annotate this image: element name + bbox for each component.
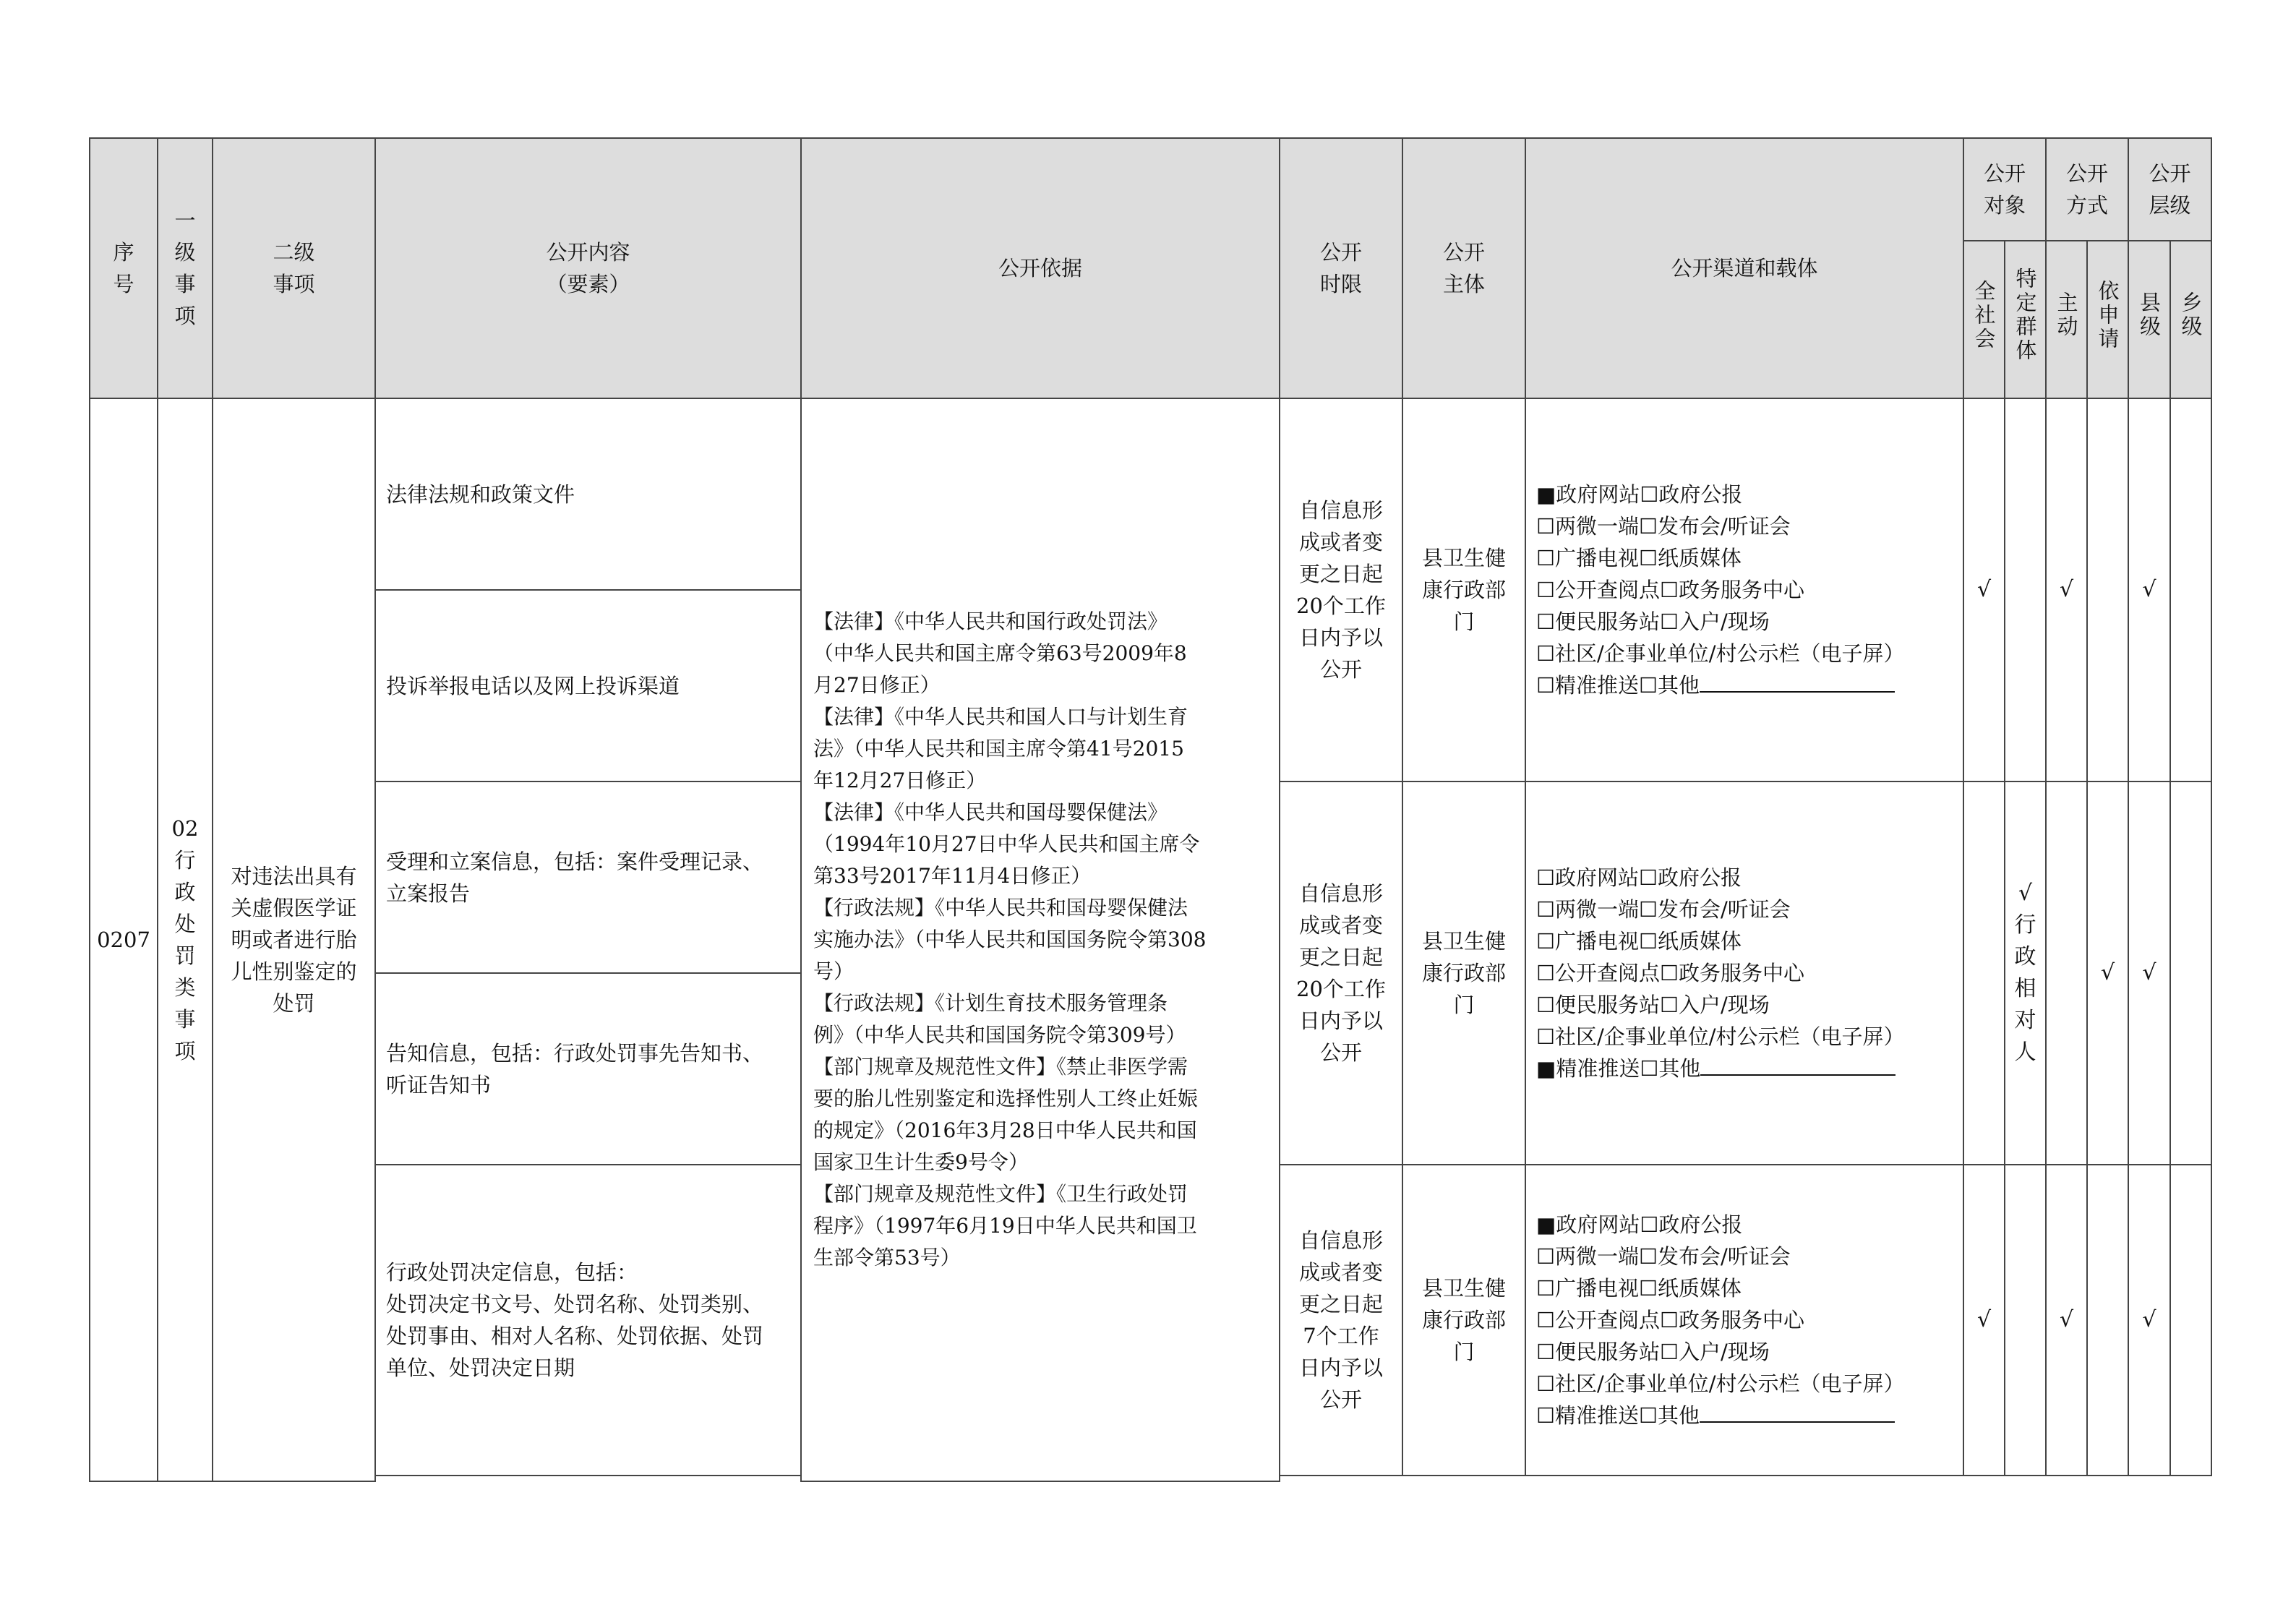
basis-law-population: 【法律】《中华人民共和国人口与计划生育 法》（中华人民共和国主席令第41号2015 年12月27日修正） <box>813 705 1188 792</box>
check-township <box>2170 781 2211 1165</box>
header-basis: 公开依据 <box>801 138 1280 398</box>
channel-option: ☐广播电视☐纸质媒体 <box>1536 1276 1742 1301</box>
check-specific-group <box>2005 1165 2046 1476</box>
channel-option: ☐公开查阅点☐政务服务中心 <box>1536 961 1804 985</box>
time-limit: 自信息形 成或者变 更之日起 7个工作 日内予以 公开 <box>1280 1165 1402 1476</box>
channel-option: ☐两微一端☐发布会/听证会 <box>1536 514 1791 539</box>
header-level-group: 公开 层级 <box>2128 138 2211 241</box>
channel-option: ■政府网站☐政府公报 <box>1536 482 1743 507</box>
check-active: √ <box>2046 1165 2087 1476</box>
header-on-request: 依申请 <box>2087 241 2128 398</box>
header-specific-group: 特定群体 <box>2005 241 2046 398</box>
check-county: √ <box>2128 1165 2170 1476</box>
header-township: 乡级 <box>2170 241 2211 398</box>
channel-option-with-blank: ☐精准推送☐其他 <box>1536 669 1958 701</box>
channel-option: ☐公开查阅点☐政务服务中心 <box>1536 1308 1804 1332</box>
subject: 县卫生健 康行政部 门 <box>1402 1165 1525 1476</box>
basis-reg-maternal-impl: 【行政法规】《中华人民共和国母婴保健法 实施办法》（中华人民共和国国务院令第308 号） <box>813 896 1207 983</box>
channel-option: ☐社区/企事业单位/村公示栏（电子屏） <box>1536 1371 1905 1396</box>
subject: 县卫生健 康行政部 门 <box>1402 781 1525 1165</box>
row-level1: 02 行 政 处 罚 类 事 项 <box>158 398 213 1481</box>
row-level2: 对违法出具有 关虚假医学证 明或者进行胎 儿性别鉴定的 处罚 <box>213 398 375 1481</box>
check-specific-group: √ 行 政 相 对 人 <box>2005 781 2046 1165</box>
channel-list <box>1525 398 1963 781</box>
disclosure-table <box>89 137 2212 1482</box>
header-all-society: 全社会 <box>1963 241 2005 398</box>
check-on-request: √ <box>2087 781 2128 1165</box>
blank-line <box>1700 669 1895 693</box>
header-level1: 一 级 事 项 <box>158 138 213 398</box>
content-item: 受理和立案信息，包括：案件受理记录、 立案报告 <box>375 781 801 973</box>
check-all-society: √ <box>1963 1165 2005 1476</box>
row-seq: 0207 <box>90 398 158 1481</box>
header-method-group: 公开 方式 <box>2046 138 2128 241</box>
basis-cell <box>801 398 1280 1481</box>
channel-list <box>1525 781 1963 1165</box>
channel-option-with-blank: ■精准推送☐其他 <box>1536 1053 1958 1084</box>
header-content: 公开内容 （要素） <box>375 138 801 398</box>
basis-law-maternal: 【法律】《中华人民共和国母婴保健法》 （1994年10月27日中华人民共和国主席令 第33号2017年11月4日修正） <box>813 800 1200 888</box>
time-limit: 自信息形 成或者变 更之日起 20个工作 日内予以 公开 <box>1280 781 1402 1165</box>
content-item: 行政处罚决定信息，包括： 处罚决定书文号、处罚名称、处罚类别、 处罚事由、相对人名称、处罚依据、处罚 单位、处罚决定日期 <box>375 1165 801 1476</box>
channel-list <box>1525 1165 1963 1476</box>
channel-option: ☐广播电视☐纸质媒体 <box>1536 546 1742 570</box>
header-county: 县级 <box>2128 241 2170 398</box>
channel-option-with-blank: ☐精准推送☐其他 <box>1536 1400 1958 1431</box>
basis-law-admin-penalty: 【法律】《中华人民共和国行政处罚法》 （中华人民共和国主席令第63号2009年8 月27日修正） <box>813 609 1187 697</box>
subject: 县卫生健 康行政部 门 <box>1402 398 1525 781</box>
channel-option: ☐便民服务站☐入户/现场 <box>1536 993 1770 1017</box>
basis-rule-procedure: 【部门规章及规范性文件】《卫生行政处罚 程序》（1997年6月19日中华人民共和国卫 生部令第53号） <box>813 1182 1197 1269</box>
header-channel: 公开渠道和载体 <box>1525 138 1963 398</box>
channel-option: ☐社区/企事业单位/村公示栏（电子屏） <box>1536 1024 1905 1049</box>
channel-option: ☐社区/企事业单位/村公示栏（电子屏） <box>1536 641 1905 666</box>
check-active: √ <box>2046 398 2087 781</box>
channel-option: ☐两微一端☐发布会/听证会 <box>1536 897 1791 922</box>
channel-option: ■政府网站☐政府公报 <box>1536 1212 1743 1237</box>
content-item: 法律法规和政策文件 <box>375 398 801 590</box>
check-township <box>2170 398 2211 781</box>
blank-line <box>1700 1053 1896 1076</box>
blank-line <box>1700 1400 1895 1423</box>
header-subject: 公开 主体 <box>1402 138 1525 398</box>
check-all-society: √ <box>1963 398 2005 781</box>
basis-rule-sex-identification: 【部门规章及规范性文件】《禁止非医学需 要的胎儿性别鉴定和选择性别人工终止妊娠 的规定》（2016年3月28日中华人民共和国 国家卫生计生委9号令） <box>813 1055 1199 1174</box>
channel-option: ☐公开查阅点☐政务服务中心 <box>1536 578 1804 602</box>
header-seq: 序 号 <box>90 138 158 398</box>
check-specific-group <box>2005 398 2046 781</box>
check-county: √ <box>2128 398 2170 781</box>
channel-option: ☐便民服务站☐入户/现场 <box>1536 609 1770 634</box>
channel-option: ☐广播电视☐纸质媒体 <box>1536 929 1742 954</box>
channel-option: ☐便民服务站☐入户/现场 <box>1536 1340 1770 1364</box>
content-item: 告知信息，包括：行政处罚事先告知书、 听证告知书 <box>375 973 801 1165</box>
time-limit: 自信息形 成或者变 更之日起 20个工作 日内予以 公开 <box>1280 398 1402 781</box>
check-on-request <box>2087 1165 2128 1476</box>
header-level2: 二级 事项 <box>213 138 375 398</box>
basis-reg-family-planning: 【行政法规】《计划生育技术服务管理条 例》（中华人民共和国国务院令第309号） <box>813 991 1186 1047</box>
header-target-group: 公开 对象 <box>1963 138 2046 241</box>
channel-option: ☐政府网站☐政府公报 <box>1536 865 1742 890</box>
channel-option: ☐两微一端☐发布会/听证会 <box>1536 1244 1791 1269</box>
header-time-limit: 公开 时限 <box>1280 138 1402 398</box>
check-all-society <box>1963 781 2005 1165</box>
check-county: √ <box>2128 781 2170 1165</box>
header-active: 主动 <box>2046 241 2087 398</box>
check-township <box>2170 1165 2211 1476</box>
check-on-request <box>2087 398 2128 781</box>
content-item: 投诉举报电话以及网上投诉渠道 <box>375 590 801 781</box>
check-active <box>2046 781 2087 1165</box>
